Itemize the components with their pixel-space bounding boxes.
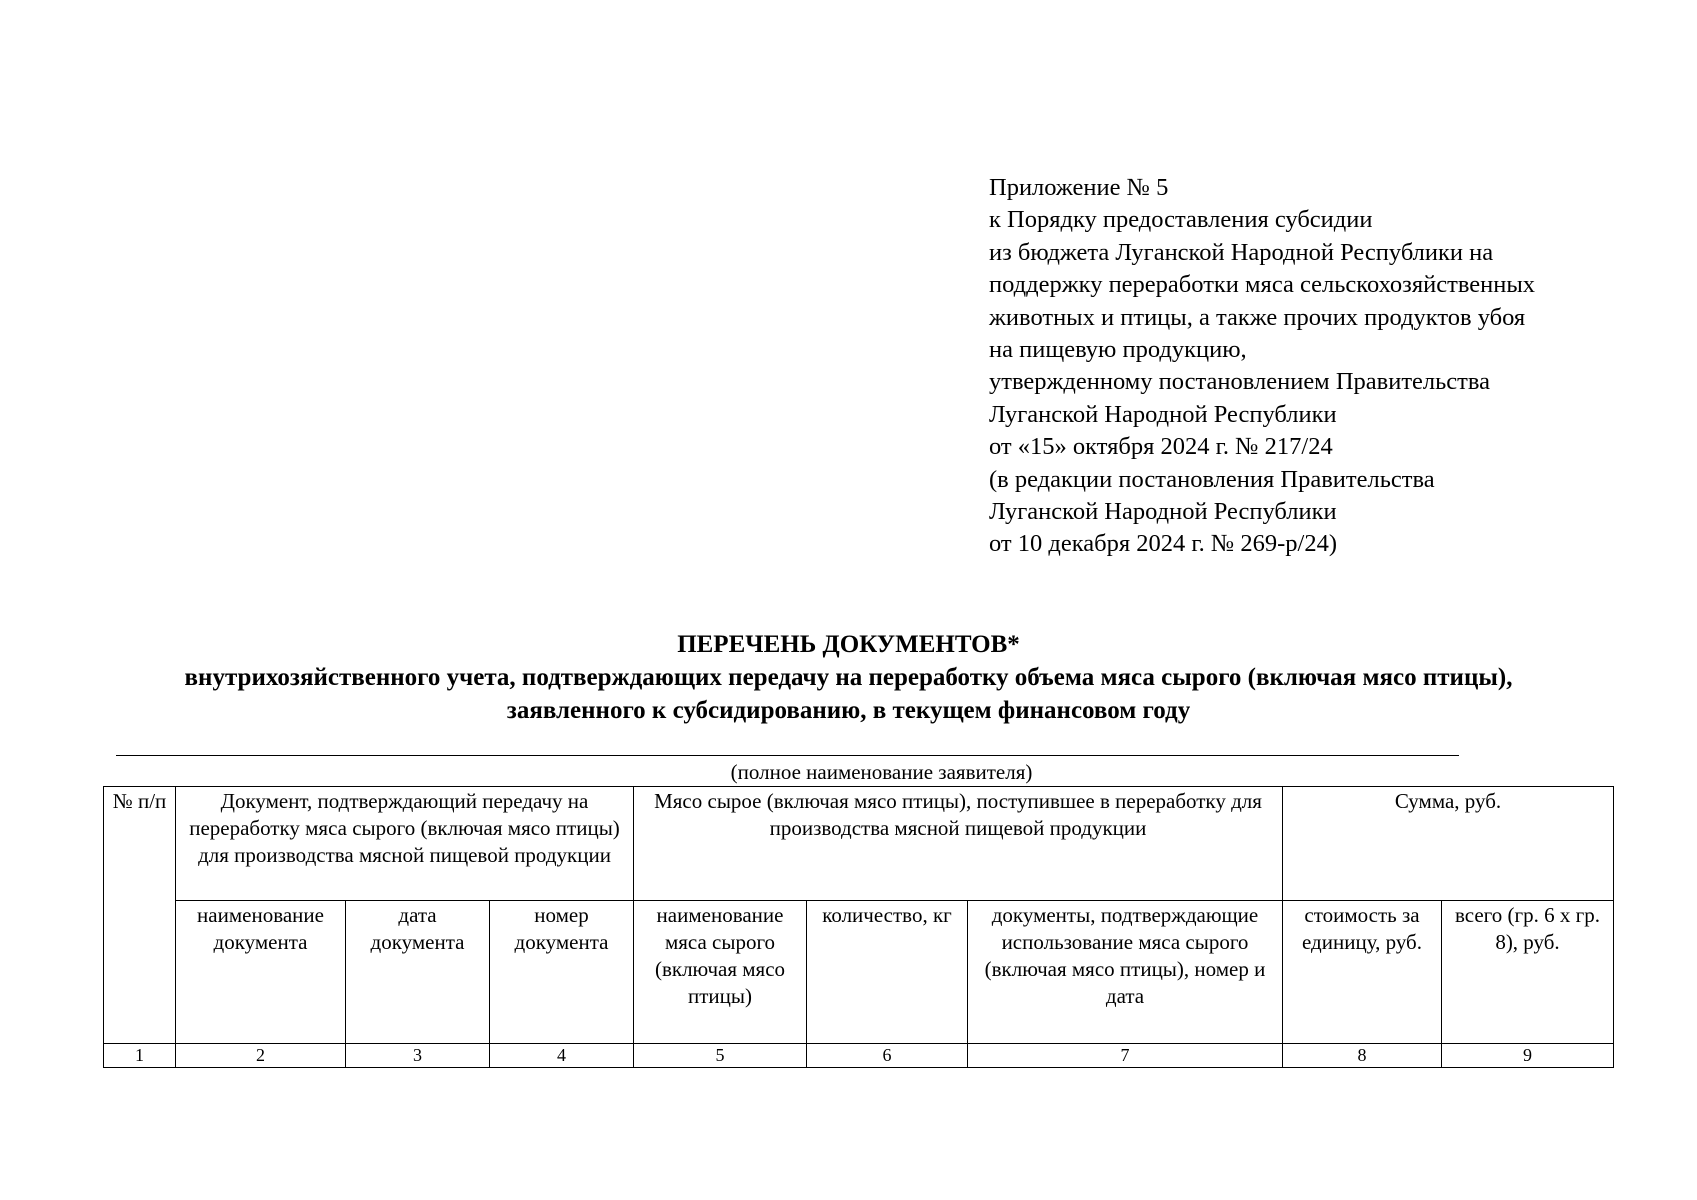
- subheader-quantity: количество, кг: [807, 901, 968, 1044]
- header-meat-group: Мясо сырое (включая мясо птицы), поступившее в переработку для производства мясной пищевой продукции: [634, 787, 1283, 901]
- appendix-line: животных и птицы, а также прочих продуктов убоя: [989, 303, 1526, 331]
- title-line-3: заявленного к субсидированию, в текущем финансовом году: [506, 697, 1191, 724]
- title-main: ПЕРЕЧЕНЬ ДОКУМЕНТОВ*: [677, 631, 1020, 658]
- column-numbers-row: [104, 1044, 1614, 1068]
- appendix-line: на пищевую продукцию,: [989, 336, 1247, 364]
- appendix-line: от 10 декабря 2024 г. № 269-р/24): [989, 530, 1338, 558]
- applicant-caption: (полное наименование заявителя): [730, 760, 1033, 784]
- column-number: 3: [346, 1044, 490, 1068]
- appendix-line: Приложение № 5: [989, 174, 1169, 201]
- appendix-line: из бюджета Луганской Народной Республики на: [989, 238, 1494, 266]
- table-subheader-row: [104, 901, 1614, 1044]
- column-number: 6: [807, 1044, 968, 1068]
- appendix-line: к Порядку предоставления субсидии: [989, 206, 1373, 234]
- column-number: 4: [490, 1044, 634, 1068]
- header-sum-group: Сумма, руб.: [1283, 787, 1614, 901]
- appendix-line: поддержку переработки мяса сельскохозяйственных: [989, 271, 1536, 299]
- applicant-name-line: [116, 755, 1459, 756]
- appendix-line: (в редакции постановления Правительства: [989, 465, 1435, 493]
- documents-table: [103, 786, 1614, 1068]
- column-number: 1: [104, 1044, 176, 1068]
- title-line-2: внутрихозяйственного учета, подтверждающих передачу на переработку объема мяса сырого (включая мясо птицы),: [184, 664, 1513, 691]
- appendix-line: Луганской Народной Республики: [989, 400, 1337, 428]
- appendix-line: утвержденному постановлением Правительства: [989, 368, 1490, 396]
- column-number: 2: [176, 1044, 346, 1068]
- column-number: 5: [634, 1044, 807, 1068]
- subheader-document-number: номер документа: [490, 901, 634, 1044]
- table-header-row: [104, 787, 1614, 901]
- subheader-document-name: наименование документа: [176, 901, 346, 1044]
- document-title: [0, 628, 1697, 727]
- subheader-meat-name: наименование мяса сырого (включая мясо птицы): [634, 901, 807, 1044]
- appendix-line: от «15» октября 2024 г. № 217/24: [989, 433, 1333, 461]
- subheader-document-date: дата документа: [346, 901, 490, 1044]
- header-document-group: Документ, подтверждающий передачу на переработку мяса сырого (включая мясо птицы) для производства мясной пищевой продукции: [176, 787, 634, 901]
- subheader-usage-documents: документы, подтверждающие использование мяса сырого (включая мясо птицы), номер и дата: [968, 901, 1283, 1044]
- appendix-line: Луганской Народной Республики: [989, 498, 1337, 526]
- column-number: 9: [1442, 1044, 1614, 1068]
- column-number: 7: [968, 1044, 1283, 1068]
- appendix-block: [989, 172, 1669, 561]
- subheader-unit-cost: стоимость за единицу, руб.: [1283, 901, 1442, 1044]
- header-number: № п/п: [104, 787, 176, 1044]
- column-number: 8: [1283, 1044, 1442, 1068]
- subheader-total: всего (гр. 6 х гр. 8), руб.: [1442, 901, 1614, 1044]
